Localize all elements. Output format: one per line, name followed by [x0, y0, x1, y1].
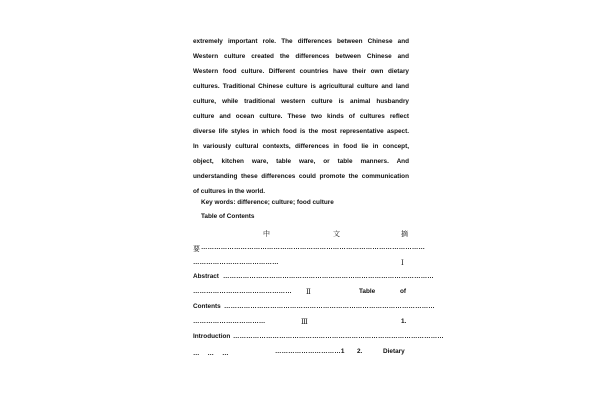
toc-leader-dots: …………………………………………………………………………………… [223, 273, 434, 280]
toc-row-introduction-page[interactable] [193, 348, 409, 360]
toc-row-cn-abstract-page[interactable] [193, 259, 409, 271]
toc-section-number: 1. [401, 318, 407, 325]
toc-page-number: Ⅱ [306, 288, 311, 296]
abstract-line: culture, while traditional western culture is animal husbandry [193, 98, 409, 105]
abstract-line: cultures. Traditional Chinese culture is agricultural culture and land [193, 83, 409, 90]
abstract-line: extremely important role. The differences between Chinese and [193, 38, 409, 45]
toc-section-number: 2. [357, 348, 363, 355]
abstract-line: In variously cultural contexts, differences in food lie in concept, [193, 143, 409, 150]
toc-row-contents-page[interactable] [193, 318, 409, 330]
toc-row-abstract-page[interactable] [193, 288, 409, 300]
abstract-line: Western food culture. Different countries have their own dietary [193, 68, 409, 75]
toc-row-abstract[interactable] [193, 273, 434, 285]
toc-leader-dots: ……………………………………… [193, 288, 292, 295]
toc-row-cn-abstract-dots[interactable] [193, 244, 426, 256]
toc-entry-label: of [400, 288, 407, 295]
toc-page-number: Ⅰ [401, 259, 404, 267]
toc-leader-dots: …………………………………………………………………………………… [224, 303, 435, 310]
toc-entry-label: Table [359, 288, 376, 295]
toc-leader-dots: ………………………………………………………………………………………… [201, 244, 426, 251]
toc-entry-label: Contents [193, 303, 221, 310]
toc-heading: Table of Contents [201, 213, 255, 220]
abstract-line: of cultures in the world. [193, 188, 266, 195]
abstract-line: Western culture created the differences between Chinese and [193, 53, 409, 60]
keywords: Key words: difference; culture; food culture [201, 199, 334, 206]
toc-row-introduction[interactable] [193, 333, 444, 345]
toc-leader-dots: …………………………1 [275, 348, 345, 355]
toc-leader-dots: …………………………… [193, 318, 266, 325]
toc-cn-char: 摘 [401, 230, 408, 238]
toc-leader-dots: … … … [193, 350, 229, 357]
toc-row-contents[interactable] [193, 303, 435, 315]
toc-cn-char: 文 [333, 230, 340, 238]
toc-entry-label: Introduction [193, 333, 231, 340]
abstract-line: object, kitchen ware, table ware, or table manners. And [193, 158, 409, 165]
toc-entry-label: Dietary [383, 348, 405, 355]
toc-row-cn-abstract[interactable] [193, 229, 409, 241]
abstract-line: culture and ocean culture. These two kinds of cultures reflect [193, 113, 409, 120]
abstract-line: understanding these differences could promote the communication [193, 173, 409, 180]
toc-leader-dots: ………………………………… [193, 259, 279, 266]
toc-page-number: Ⅲ [301, 318, 308, 326]
toc-leader-dots: …………………………………………………………………………………… [233, 333, 444, 340]
abstract-paragraph [193, 34, 409, 199]
toc-cn-char: 要 [193, 245, 200, 253]
toc-entry-label: Abstract [193, 273, 219, 280]
abstract-line: diverse life styles in which food is the most representative aspect. [193, 128, 409, 135]
toc-cn-char: 中 [263, 230, 270, 238]
